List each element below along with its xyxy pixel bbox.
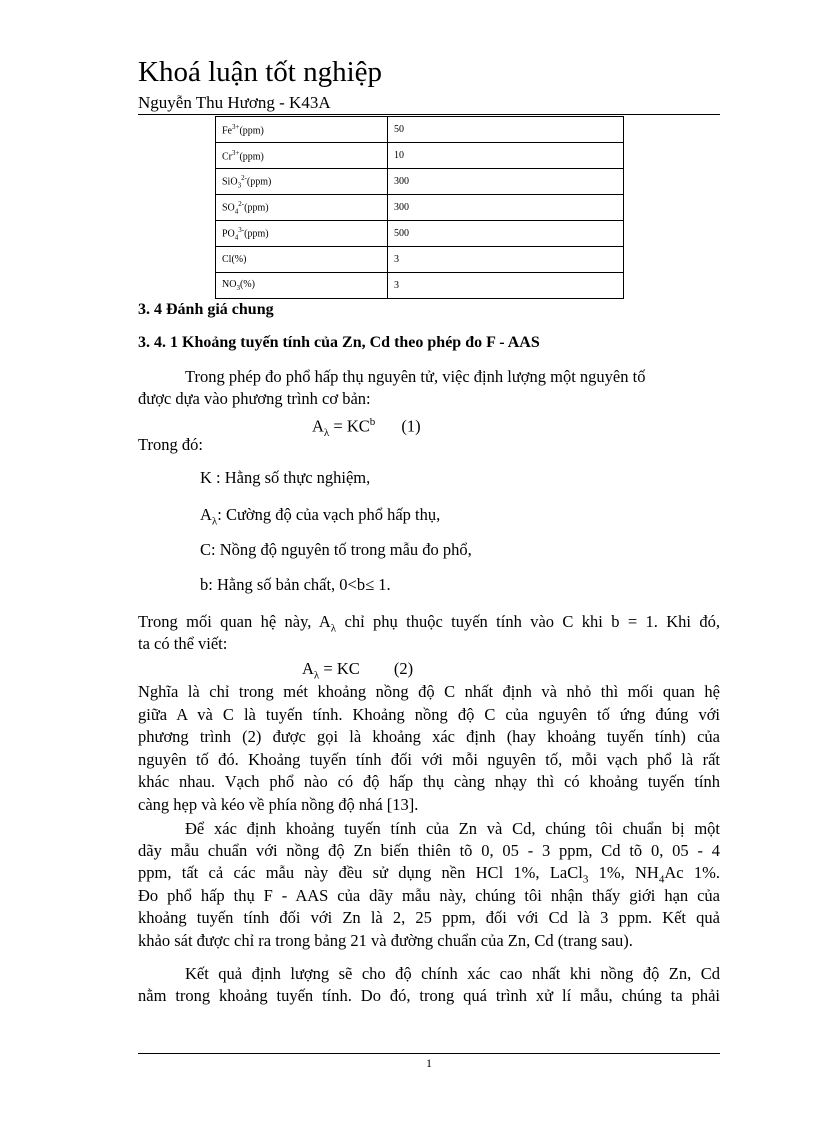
header-divider	[138, 114, 720, 115]
lambda-subscript: λ	[323, 426, 330, 439]
equation-2-rhs: = KC	[319, 659, 360, 678]
definition-c: C: Nồng độ nguyên tố trong mẫu đo phổ,	[200, 540, 472, 559]
ion-symbol: Fe	[222, 125, 232, 137]
table-row	[216, 273, 624, 299]
page-number: 1	[426, 1056, 432, 1070]
ion-charge: 3+	[232, 122, 240, 131]
ion-cell	[216, 221, 388, 247]
ion-symbol: SO	[222, 202, 235, 214]
ion-symbol: SiO	[222, 176, 238, 188]
ion-cell	[216, 169, 388, 195]
ion-cell	[216, 117, 388, 143]
text-segment: Ac 1%.	[664, 863, 721, 882]
paragraph-line: Để xác định khoảng tuyến tính của Zn và Cd, chúng tôi chuẩn bị một	[185, 819, 720, 838]
table-row	[216, 247, 624, 273]
ion-symbol: Cl	[222, 254, 232, 265]
definition-a-text: : Cường độ của vạch phổ hấp thụ,	[217, 505, 441, 524]
ion-subscript: 3	[237, 181, 242, 190]
ion-unit: (%)	[239, 279, 255, 290]
equation-1-rhs: = KC	[329, 416, 370, 436]
table-row	[216, 221, 624, 247]
lambda-subscript: λ	[313, 669, 320, 682]
table-row	[216, 169, 624, 195]
definition-b: b: Hằng số bản chất, 0<b≤ 1.	[200, 575, 391, 594]
lambda-subscript: λ	[211, 515, 218, 528]
relation-text-a: Trong mối quan hệ này, A	[138, 612, 331, 631]
paragraph-line: phương trình (2) được gọi là khoảng xác định (hay khoảng tuyến tính) của	[138, 727, 720, 746]
ion-unit: (%)	[231, 254, 247, 265]
paragraph-line: dãy mẫu chuẩn với nồng độ Zn biến thiên tõ 0, 05 - 3 ppm, Cd tõ 0, 05 - 4	[138, 841, 720, 860]
equation-1-lhs: A	[312, 416, 324, 436]
paragraph-line: nguyên tố đó. Khoảng tuyến tính đối với mỗi nguyên tố, mỗi vạch phổ là rất	[138, 749, 720, 769]
ion-cell	[216, 273, 388, 299]
definition-a-symbol: A	[200, 505, 212, 524]
table-row	[216, 195, 624, 221]
paragraph-linear-range	[138, 681, 720, 816]
limit-value-cell: 500	[388, 221, 624, 247]
paragraph-line: Nghĩa là chỉ trong mét khoảng nồng độ C nhất định và nhỏ thì mối quan hệ	[138, 682, 720, 701]
text-segment: ppm, tất cả các mẫu này đều sử dụng nền HCl 1%, LaCl	[138, 863, 583, 882]
ion-symbol: Cr	[222, 151, 232, 163]
paragraph-line: giữa A và C là tuyến tính. Khoảng nồng độ C của nguyên tố ứng đúng với	[138, 704, 720, 724]
ion-unit: (ppm)	[244, 202, 269, 214]
ion-cell	[216, 195, 388, 221]
ion-charge: 2-	[238, 199, 245, 208]
paragraph-line: khoảng tuyến tính đối với Zn là 2, 25 ppm, đối với Cd là 3 ppm. Kết quả	[138, 908, 720, 927]
intro-line: được dựa vào phương trình cơ bản:	[138, 389, 371, 408]
definition-a	[200, 504, 440, 533]
ion-subscript: 3	[236, 284, 240, 292]
subscript: 3	[582, 873, 589, 886]
paragraph-line: Kết quả định lượng sẽ cho độ chính xác cao nhất khi nồng độ Zn, Cd	[185, 964, 720, 983]
document-author: Nguyễn Thu Hương - K43A	[138, 93, 331, 112]
paragraph-line: khảo sát được chỉ ra trong bảng 21 và đường chuẩn của Zn, Cd (trang sau).	[138, 931, 633, 950]
ion-symbol: PO	[222, 228, 235, 240]
ion-unit: (ppm)	[239, 151, 264, 163]
ion-unit: (ppm)	[239, 125, 264, 137]
table-row	[216, 117, 624, 143]
limit-value-cell: 10	[388, 143, 624, 169]
paragraph-line: càng hẹp và kéo về phía nồng độ nhá [13].	[138, 794, 419, 814]
subsection-heading: 3. 4. 1 Khoảng tuyến tính của Zn, Cd theo phép đo F - AAS	[138, 334, 540, 351]
ion-subscript: 4	[234, 207, 239, 216]
equation-1	[312, 411, 421, 444]
limit-value-cell: 300	[388, 169, 624, 195]
ion-charge: 3+	[232, 148, 240, 157]
ion-unit: (ppm)	[244, 228, 269, 240]
text-segment: 1%, NH	[588, 863, 659, 882]
limit-value-cell: 300	[388, 195, 624, 221]
section-heading: 3. 4 Đánh giá chung	[138, 301, 274, 318]
relation-line: ta có thể viết:	[138, 634, 228, 653]
exponent-b: b	[369, 416, 376, 428]
paragraph-line: khác nhau. Vạch phổ nào có độ hấp thụ càng nhạy thì có khoảng tuyến tính	[138, 772, 720, 791]
ion-cell	[216, 247, 388, 273]
where-label: Trong đó:	[138, 435, 203, 454]
paragraph-line: nằm trong khoảng tuyến tính. Do đó, trong quá trình xử lí mẫu, chúng ta phải	[138, 986, 720, 1005]
lambda-subscript: λ	[330, 622, 337, 635]
interference-table	[215, 116, 624, 299]
limit-value-cell: 3	[388, 273, 624, 299]
document-title: Khoá luận tốt nghiệp	[138, 56, 383, 88]
equation-1-number: (1)	[401, 416, 421, 436]
ion-charge: 3-	[238, 225, 245, 234]
intro-line: Trong phép đo phổ hấp thụ nguyên tử, việc định lượng một nguyên tố	[185, 367, 646, 386]
relation-text-b: chỉ phụ thuộc tuyến tính vào C khi b = 1. Khi đó,	[336, 612, 720, 631]
equation-2-lhs: A	[302, 659, 314, 678]
ion-symbol: NO	[222, 279, 237, 290]
table-row	[216, 143, 624, 169]
paragraph-line: Đo phổ hấp thụ F - AAS của dãy mẫu này, chúng tôi nhận thấy giới hạn của	[138, 886, 720, 905]
subscript: 4	[658, 873, 665, 886]
definition-k: K : Hằng số thực nghiệm,	[200, 468, 371, 487]
ion-cell	[216, 143, 388, 169]
limit-value-cell: 3	[388, 247, 624, 273]
footer-divider	[138, 1053, 720, 1054]
ion-unit: (ppm)	[246, 176, 272, 188]
ion-charge: 2-	[241, 173, 247, 182]
limit-value-cell: 50	[388, 117, 624, 143]
equation-2-number: (2)	[393, 659, 414, 678]
ion-subscript: 4	[234, 233, 239, 242]
